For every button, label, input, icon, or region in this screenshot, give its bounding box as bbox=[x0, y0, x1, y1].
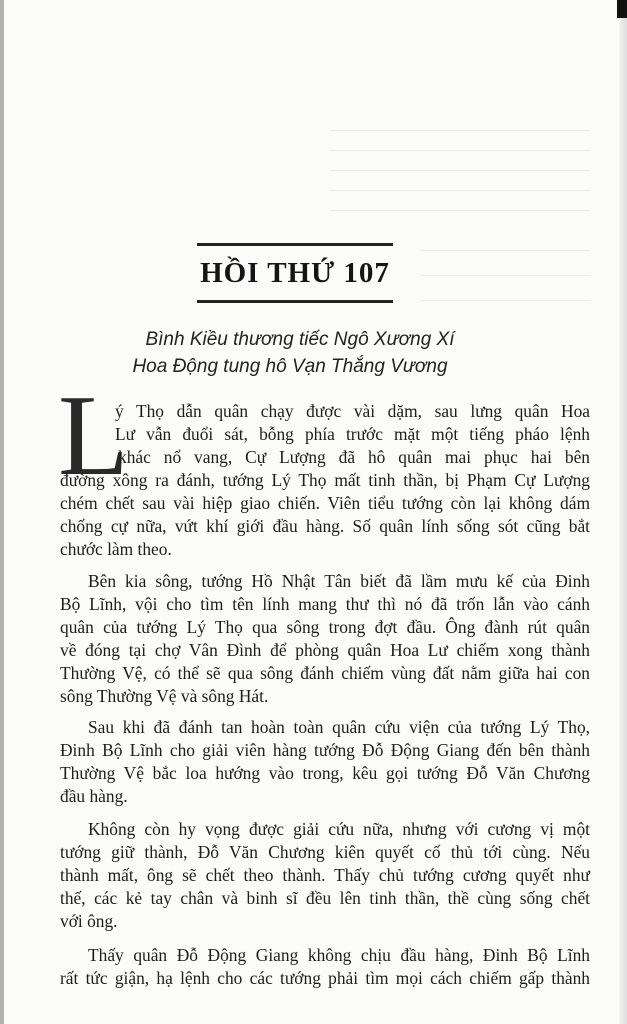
text-line: với ông. bbox=[60, 911, 118, 931]
paragraph-2 bbox=[60, 570, 590, 708]
text-line: quân của tướng Lý Thọ qua sông trong đợt đầu. Ông đành rút quân bbox=[60, 617, 590, 637]
chapter-title: HỒI THỨ 107 bbox=[200, 257, 390, 289]
text-line: thành mất, ông sẽ chết theo thành. Thấy chủ tướng cương quyết như bbox=[60, 865, 590, 885]
text-line: tướng giữ thành, Đỗ Văn Chương kiên quyết cố thủ tới cùng. Nếu bbox=[60, 842, 590, 862]
text-line: ý Thọ dẫn quân chạy được vài dặm, sau lưng quân Hoa bbox=[115, 401, 590, 421]
page-gutter-shadow bbox=[0, 0, 4, 1024]
paragraph-3 bbox=[60, 716, 590, 808]
text-line: đường xông ra đánh, tướng Lý Thọ mất tinh thần, bị Phạm Cự Lượng bbox=[60, 470, 590, 490]
bleed-through-line bbox=[330, 130, 590, 131]
text-line: Sau khi đã đánh tan hoàn toàn quân cứu viện của tướng Lý Thọ, bbox=[88, 717, 590, 737]
text-line: Thường Vệ, có thể sẽ qua sông đánh chiếm vùng đất nằm giữa hai con bbox=[60, 663, 590, 683]
text-line: Thường Vệ bắc loa hướng vào trong, kêu gọi tướng Đỗ Văn Chương bbox=[60, 763, 590, 783]
text-line: Bộ Lĩnh, vội cho tìm tên lính mang thư thì nó đã trốn lẫn vào cánh bbox=[60, 594, 590, 614]
text-line: Đinh Bộ Lĩnh cho giải viên hàng tướng Đỗ Động Giang đến bên thành bbox=[60, 740, 590, 760]
text-line: thế, các kẻ tay chân và binh sĩ đều lên tinh thần, thề cùng sống chết bbox=[60, 888, 590, 908]
bleed-through-line bbox=[330, 150, 590, 151]
bleed-through-line bbox=[330, 210, 590, 211]
bleed-through-line bbox=[420, 275, 590, 276]
text-line: Không còn hy vọng được giải cứu nữa, nhưng với cương vị một bbox=[88, 819, 590, 839]
heading-rule-bottom bbox=[197, 300, 393, 303]
page-corner bbox=[617, 0, 627, 18]
text-line: chống cự nữa, vứt khí giới đầu hàng. Số quân lính sống sót cũng bắt bbox=[60, 516, 590, 536]
text-line: về đóng tại chợ Vân Đình để phòng quân Hoa Lư chiếm xong thành bbox=[60, 640, 590, 660]
text-line: Bên kia sông, tướng Hồ Nhật Tân biết đã lầm mưu kế của Đinh bbox=[88, 571, 590, 591]
paragraph-1 bbox=[60, 400, 590, 561]
text-line: Lư vẫn đuổi sát, bỗng phía trước mặt một tiếng pháo lệnh bbox=[115, 424, 590, 444]
chapter-subtitle-line-1: Bình Kiều thương tiếc Ngô Xương Xí bbox=[145, 329, 455, 350]
text-line: chước làm theo. bbox=[60, 539, 172, 559]
drop-cap: L bbox=[58, 372, 129, 500]
page-edge bbox=[619, 0, 627, 1024]
heading-rule-top bbox=[197, 243, 393, 246]
text-line: đầu hàng. bbox=[60, 786, 128, 806]
paragraph-5 bbox=[60, 944, 590, 990]
chapter-subtitle-line-2: Hoa Động tung hô Vạn Thắng Vương bbox=[132, 356, 448, 377]
bleed-through-line bbox=[330, 170, 590, 171]
bleed-through-line bbox=[330, 190, 590, 191]
chapter-heading bbox=[197, 243, 393, 303]
text-line: khác nổ vang, Cự Lượng đã hô quân mai phục hai bên bbox=[118, 447, 590, 467]
bleed-through-line bbox=[420, 300, 590, 301]
paragraph-4 bbox=[60, 818, 590, 933]
text-line: sông Thường Vệ và sông Hát. bbox=[60, 686, 269, 706]
text-line: chém chết sau vài hiệp giao chiến. Viên tiểu tướng còn lại không dám bbox=[60, 493, 590, 513]
text-line: Thấy quân Đỗ Động Giang không chịu đầu hàng, Đinh Bộ Lĩnh bbox=[88, 945, 590, 965]
text-line: rất tức giận, hạ lệnh cho các tướng phải tìm mọi cách chiếm gấp thành bbox=[60, 968, 590, 988]
bleed-through-line bbox=[420, 250, 590, 251]
